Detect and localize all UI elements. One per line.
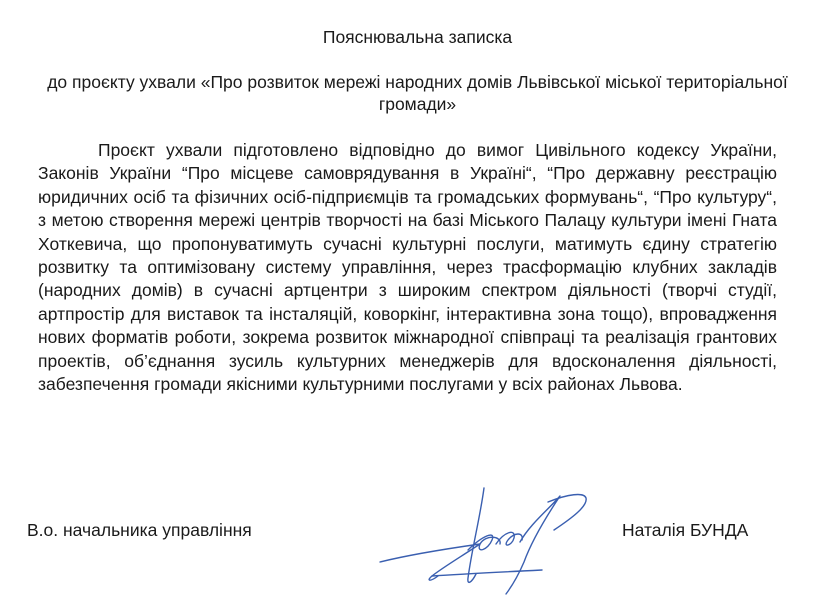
signatory-name: Наталія БУНДА: [622, 520, 749, 540]
document-subtitle: до проєкту ухвали «Про розвиток мережі народних домів Львівської міської територіальної громади»: [47, 72, 788, 114]
document-body: Проєкт ухвали підготовлено відповідно до вимог Цивільного кодексу України, Законів України “Про місцеве самоврядування в Україні“, “Про державну реєстрацію юридичних осіб та фізичних осіб-підприємців та громадських формувань“, “Про культуру“, з метою створення мережі центрів творчості на базі Міського Палацу культури імені Гната Хоткевича, що пропонуватимуть сучасні культурні послуги, матимуть єдину стратегію розвитку та оптимізовану систему управління, через трасформацію клубних закладів (народних домів) в сучасні артцентри з широким спектром діяльності (творчі студії, артпростір для виставок та інсталяцій, коворкінг, інтерактивна зона тощо), впровадження нових форматів роботи, зокрема розвиток міжнародної співпраці та реалізація грантових проектів, об’єднання зусиль культурних менеджерів для вдосконалення діяльності, забезпечення громади якісними культурними послугами у всіх районах Львова.: [38, 140, 777, 395]
signature-ink: [380, 488, 586, 594]
handwritten-signature: [372, 478, 592, 606]
document-title: Пояснювальна записка: [322, 27, 513, 47]
signatory-position: В.о. начальника управління: [27, 520, 252, 540]
